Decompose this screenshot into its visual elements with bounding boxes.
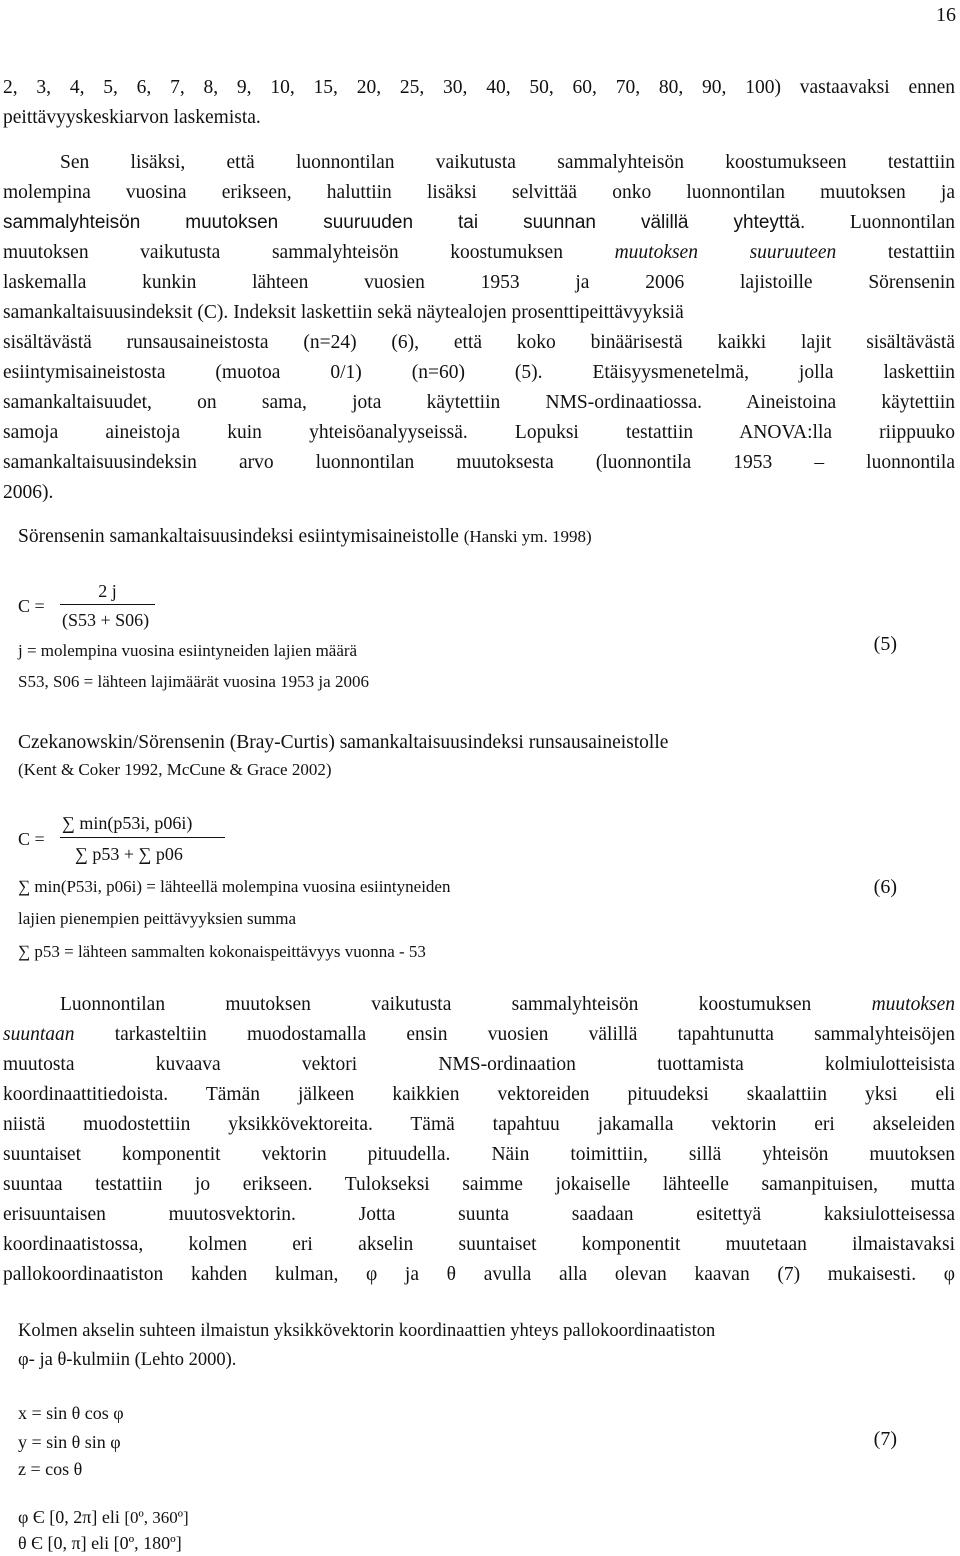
- para2-line: [3, 208, 955, 238]
- page-number: 16: [936, 4, 956, 26]
- bray-definition: lajien pienempien peittävyyksien summa: [18, 909, 297, 928]
- phi-range: [18, 1506, 189, 1529]
- fraction-bar: [60, 837, 225, 838]
- bray-denominator: ∑ p53 + ∑ p06: [75, 844, 183, 864]
- para3-line: [3, 1020, 955, 1050]
- para3-line: suuntaa testattiin jo erikseen. Tulokseksi saimme jokaiselle lähteelle samanpituisen, mutta: [3, 1174, 955, 1195]
- para2-italic: muutoksen suuruuteen: [614, 242, 837, 263]
- bray-lhs: C =: [18, 829, 45, 849]
- equation-number: (7): [873, 1428, 897, 1450]
- para2-text: Luonnontilan: [805, 212, 955, 233]
- para2-sans-text: sammalyhteisön muutoksen suuruuden tai suunnan välillä yhteyttä.: [3, 212, 806, 233]
- para3-italic: muutoksen: [871, 994, 955, 1015]
- para2-text: Indeksit laskettiin sekä näytealojen prosenttipeittävyyksiä: [228, 302, 684, 323]
- sorensen-denominator: (S53 + S06): [62, 610, 150, 630]
- para2-line: samoja aineistoja kuin yhteisöanalyyseissä. Lopuksi testattiin ANOVA:lla riippuuko: [3, 422, 955, 443]
- phi-range-degrees: [0º, 360º]: [124, 1508, 189, 1527]
- para3-text: tarkasteltiin muodostamalla ensin vuosien välillä tapahtunutta sammalyhteisöjen: [74, 1024, 955, 1045]
- bray-caption: Czekanowskin/Sörensenin (Bray-Curtis) samankaltaisuusindeksi runsausaineistolle: [18, 732, 669, 753]
- para3-line: [60, 990, 955, 1020]
- para3-line: suuntaiset komponentit vektorin pituudella. Näin toimittiin, sillä yhteisön muutoksen: [3, 1144, 955, 1165]
- para2-line: [3, 238, 955, 268]
- para3-line: pallokoordinaatiston kahden kulman, φ ja θ avulla alla olevan kaavan (7) mukaisesti. φ: [3, 1264, 955, 1285]
- para3-line: muutosta kuvaava vektori NMS-ordinaation tuottamista kolmiulotteisista: [3, 1054, 955, 1075]
- para2-text: testattiin: [836, 242, 955, 263]
- para2-text: muutoksen vaikutusta sammalyhteisön koostumuksen: [3, 242, 615, 263]
- equation-number: (5): [873, 633, 897, 655]
- para2-line: samankaltaisuudet, on sama, jota käytettiin NMS-ordinaatiossa. Aineistoina käytettiin: [3, 392, 955, 413]
- formula-z: z = cos θ: [18, 1459, 83, 1479]
- sorensen-caption: [18, 522, 960, 552]
- para2-line: [3, 298, 955, 328]
- sorensen-numerator: 2 j: [98, 581, 117, 601]
- spherical-caption: Kolmen akselin suhteen ilmaistun yksikkövektorin koordinaattien yhteys pallokoordinaatiston: [18, 1321, 716, 1341]
- para3-text: Luonnontilan muutoksen vaikutusta sammalyhteisön koostumuksen: [60, 994, 872, 1015]
- phi-range-text: φ Є [0, 2π] eli: [18, 1507, 125, 1527]
- para2-line: molempina vuosina erikseen, haluttiin lisäksi selvittää onko luonnontilan muutoksen ja: [3, 182, 955, 203]
- bray-numerator: ∑ min(p53i, p06i): [62, 813, 193, 833]
- bray-reference: (Kent & Coker 1992, McCune & Grace 2002): [18, 760, 332, 779]
- theta-range: θ Є [0, π] eli [0º, 180º]: [18, 1533, 182, 1553]
- formula-x: x = sin θ cos φ: [18, 1403, 124, 1423]
- para1-line: peittävyyskeskiarvon laskemista.: [3, 107, 261, 128]
- para3-italic: suuntaan: [3, 1024, 75, 1045]
- bray-definition: ∑ min(P53i, p06i) = lähteellä molempina vuosina esiintyneiden: [18, 877, 451, 896]
- para2-line: samankaltaisuusindeksin arvo luonnontilan muutoksesta (luonnontila 1953 – luonnontila: [3, 452, 955, 473]
- sorensen-definition: S53, S06 = lähteen lajimäärät vuosina 1953 ja 2006: [18, 672, 369, 691]
- spherical-caption: φ- ja θ-kulmiin (Lehto 2000).: [18, 1350, 237, 1370]
- para2-text: samankaltaisuusindeksit (C).: [3, 302, 229, 323]
- equation-number: (6): [873, 876, 897, 898]
- para2-line: esiintymisaineistosta (muotoa 0/1) (n=60) (5). Etäisyysmenetelmä, jolla laskettiin: [3, 362, 955, 383]
- sorensen-definition: j = molempina vuosina esiintyneiden lajien määrä: [18, 641, 358, 660]
- para3-line: koordinaattitiedoista. Tämän jälkeen kaikkien vektoreiden pituudeksi skaalattiin yksi eli: [3, 1084, 955, 1105]
- para1-line: 2, 3, 4, 5, 6, 7, 8, 9, 10, 15, 20, 25, 30, 40, 50, 60, 70, 80, 90, 100) vastaavaksi ennen: [3, 77, 955, 98]
- formula-y: y = sin θ sin φ: [18, 1432, 121, 1452]
- para3-line: niistä muodostettiin yksikkövektoreita. Tämä tapahtuu jakamalla vektorin eri akseleiden: [3, 1114, 955, 1135]
- para2-line: Sen lisäksi, että luonnontilan vaikutusta sammalyhteisön koostumukseen testattiin: [60, 152, 955, 173]
- fraction-bar: [60, 604, 155, 605]
- para2-line: laskemalla kunkin lähteen vuosien 1953 ja 2006 lajistoille Sörensenin: [3, 272, 955, 293]
- para2-line: 2006).: [3, 482, 54, 503]
- para3-line: erisuuntaisen muutosvektorin. Jotta suunta saadaan esitettyä kaksiulotteisessa: [3, 1204, 955, 1225]
- caption-ref: (Hanski ym. 1998): [463, 527, 592, 546]
- para3-line: koordinaatistossa, kolmen eri akselin suuntaiset komponentit muutetaan ilmaistavaksi: [3, 1234, 955, 1255]
- caption-text: Sörensenin samankaltaisuusindeksi esiintymisaineistolle: [18, 526, 459, 547]
- bray-definition: ∑ p53 = lähteen sammalten kokonaispeittävyys vuonna - 53: [18, 942, 426, 961]
- para2-line: sisältävästä runsausaineistosta (n=24) (6), että koko binäärisestä kaikki lajit sisältävästä: [3, 332, 955, 353]
- sorensen-lhs: C =: [18, 596, 45, 616]
